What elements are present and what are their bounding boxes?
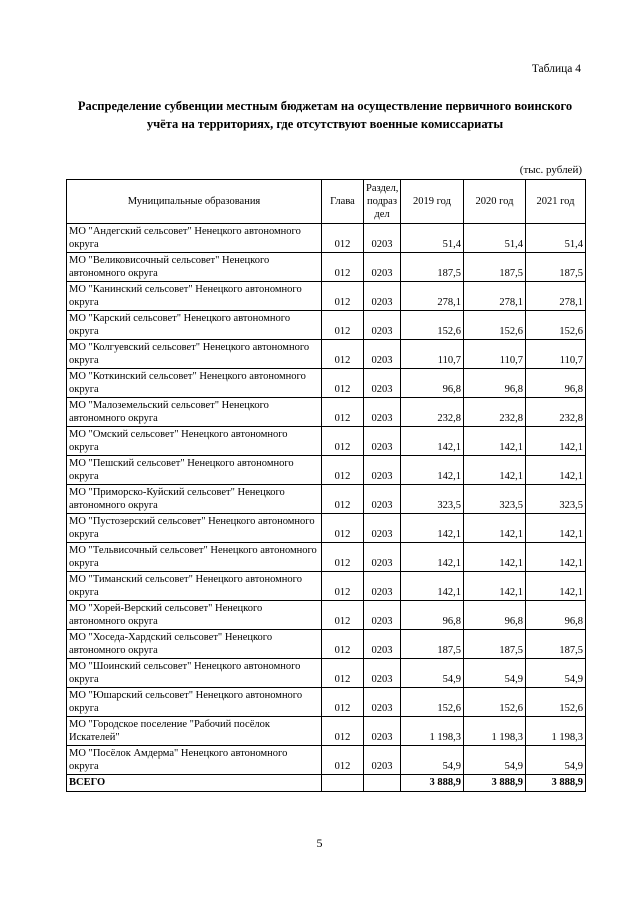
table-number-label: Таблица 4 <box>531 63 581 75</box>
cell-2019: 278,1 <box>401 282 464 311</box>
cell-2019: 142,1 <box>401 572 464 601</box>
header-2019: 2019 год <box>401 180 464 224</box>
cell-2020: 110,7 <box>464 340 526 369</box>
title-line-2: учёта на территориях, где отсутствуют военные комиссариаты <box>146 117 504 131</box>
cell-2019: 142,1 <box>401 456 464 485</box>
cell-razdel: 0203 <box>364 224 401 253</box>
cell-municipality: МО "Канинский сельсовет" Ненецкого автономного округа <box>67 282 322 311</box>
cell-razdel: 0203 <box>364 746 401 775</box>
cell-glava: 012 <box>322 717 364 746</box>
cell-2019: 187,5 <box>401 253 464 282</box>
cell-2021: 142,1 <box>526 572 586 601</box>
cell-2020: 142,1 <box>464 456 526 485</box>
cell-2020: 1 198,3 <box>464 717 526 746</box>
cell-glava: 012 <box>322 282 364 311</box>
cell-2020: 51,4 <box>464 224 526 253</box>
cell-2021: 54,9 <box>526 746 586 775</box>
cell-glava: 012 <box>322 311 364 340</box>
table-row <box>67 340 586 369</box>
subvention-table <box>66 179 586 792</box>
header-2021: 2021 год <box>526 180 586 224</box>
cell-2021: 54,9 <box>526 659 586 688</box>
table-row <box>67 746 586 775</box>
cell-2020: 278,1 <box>464 282 526 311</box>
cell-2021: 152,6 <box>526 688 586 717</box>
cell-glava: 012 <box>322 456 364 485</box>
cell-municipality: МО "Великовисочный сельсовет" Ненецкого автономного округа <box>67 253 322 282</box>
cell-razdel: 0203 <box>364 572 401 601</box>
cell-2021: 142,1 <box>526 456 586 485</box>
cell-2019: 1 198,3 <box>401 717 464 746</box>
header-razdel: Раздел, подраз дел <box>364 180 401 224</box>
cell-razdel: 0203 <box>364 688 401 717</box>
header-glava: Глава <box>322 180 364 224</box>
cell-2019: 54,9 <box>401 746 464 775</box>
cell-razdel: 0203 <box>364 630 401 659</box>
cell-municipality: МО "Малоземельский сельсовет" Ненецкого автономного округа <box>67 398 322 427</box>
table-row <box>67 630 586 659</box>
cell-razdel: 0203 <box>364 282 401 311</box>
total-2020: 3 888,9 <box>464 775 526 792</box>
cell-2019: 96,8 <box>401 369 464 398</box>
cell-2020: 187,5 <box>464 630 526 659</box>
cell-2019: 142,1 <box>401 543 464 572</box>
table-row <box>67 514 586 543</box>
cell-glava: 012 <box>322 543 364 572</box>
total-razdel <box>364 775 401 792</box>
cell-2019: 110,7 <box>401 340 464 369</box>
header-municipalities: Муниципальные образования <box>67 180 322 224</box>
table-row <box>67 369 586 398</box>
table-row <box>67 572 586 601</box>
cell-2019: 187,5 <box>401 630 464 659</box>
cell-2021: 1 198,3 <box>526 717 586 746</box>
cell-razdel: 0203 <box>364 398 401 427</box>
cell-glava: 012 <box>322 601 364 630</box>
cell-2019: 51,4 <box>401 224 464 253</box>
cell-glava: 012 <box>322 427 364 456</box>
table-row <box>67 427 586 456</box>
cell-2021: 152,6 <box>526 311 586 340</box>
page-number: 5 <box>316 836 323 850</box>
cell-municipality: МО "Хоседа-Хардский сельсовет" Ненецкого автономного округа <box>67 630 322 659</box>
cell-2019: 152,6 <box>401 311 464 340</box>
cell-glava: 012 <box>322 659 364 688</box>
cell-razdel: 0203 <box>364 485 401 514</box>
cell-municipality: МО "Омский сельсовет" Ненецкого автономного округа <box>67 427 322 456</box>
cell-2020: 142,1 <box>464 427 526 456</box>
cell-municipality: МО "Коткинский сельсовет" Ненецкого автономного округа <box>67 369 322 398</box>
table-row <box>67 601 586 630</box>
header-2020: 2020 год <box>464 180 526 224</box>
cell-municipality: МО "Пешский сельсовет" Ненецкого автономного округа <box>67 456 322 485</box>
cell-2020: 152,6 <box>464 311 526 340</box>
table-row <box>67 311 586 340</box>
cell-razdel: 0203 <box>364 311 401 340</box>
table-row <box>67 398 586 427</box>
cell-2021: 323,5 <box>526 485 586 514</box>
title-line-1: Распределение субвенции местным бюджетам на осуществление первичного воинского <box>77 99 573 113</box>
cell-glava: 012 <box>322 224 364 253</box>
cell-glava: 012 <box>322 572 364 601</box>
cell-municipality: МО "Посёлок Амдерма" Ненецкого автономного округа <box>67 746 322 775</box>
cell-glava: 012 <box>322 340 364 369</box>
total-2019: 3 888,9 <box>401 775 464 792</box>
cell-razdel: 0203 <box>364 456 401 485</box>
cell-2020: 96,8 <box>464 369 526 398</box>
cell-2020: 142,1 <box>464 572 526 601</box>
cell-municipality: МО "Тельвисочный сельсовет" Ненецкого автономного округа <box>67 543 322 572</box>
cell-2019: 152,6 <box>401 688 464 717</box>
cell-municipality: МО "Хорей-Верский сельсовет" Ненецкого автономного округа <box>67 601 322 630</box>
cell-razdel: 0203 <box>364 717 401 746</box>
cell-2021: 110,7 <box>526 340 586 369</box>
cell-2019: 54,9 <box>401 659 464 688</box>
cell-2019: 96,8 <box>401 601 464 630</box>
cell-2021: 96,8 <box>526 601 586 630</box>
cell-2021: 187,5 <box>526 630 586 659</box>
cell-municipality: МО "Тиманский сельсовет" Ненецкого автономного округа <box>67 572 322 601</box>
table-row <box>67 659 586 688</box>
cell-2021: 96,8 <box>526 369 586 398</box>
total-label: ВСЕГО <box>67 775 322 792</box>
table-row <box>67 543 586 572</box>
cell-glava: 012 <box>322 688 364 717</box>
cell-2020: 152,6 <box>464 688 526 717</box>
cell-razdel: 0203 <box>364 543 401 572</box>
cell-razdel: 0203 <box>364 340 401 369</box>
cell-razdel: 0203 <box>364 253 401 282</box>
cell-2020: 54,9 <box>464 659 526 688</box>
table-row <box>67 717 586 746</box>
cell-glava: 012 <box>322 746 364 775</box>
cell-razdel: 0203 <box>364 601 401 630</box>
cell-2021: 142,1 <box>526 514 586 543</box>
cell-glava: 012 <box>322 514 364 543</box>
cell-glava: 012 <box>322 485 364 514</box>
cell-2019: 323,5 <box>401 485 464 514</box>
cell-municipality: МО "Колгуевский сельсовет" Ненецкого автономного округа <box>67 340 322 369</box>
table-row <box>67 456 586 485</box>
cell-2020: 323,5 <box>464 485 526 514</box>
total-row <box>67 775 586 792</box>
cell-municipality: МО "Юшарский сельсовет" Ненецкого автономного округа <box>67 688 322 717</box>
cell-2020: 54,9 <box>464 746 526 775</box>
cell-2020: 187,5 <box>464 253 526 282</box>
cell-2019: 232,8 <box>401 398 464 427</box>
cell-razdel: 0203 <box>364 514 401 543</box>
cell-2021: 187,5 <box>526 253 586 282</box>
table-row <box>67 688 586 717</box>
cell-glava: 012 <box>322 398 364 427</box>
total-glava <box>322 775 364 792</box>
cell-razdel: 0203 <box>364 659 401 688</box>
cell-2021: 142,1 <box>526 427 586 456</box>
cell-razdel: 0203 <box>364 369 401 398</box>
cell-glava: 012 <box>322 369 364 398</box>
cell-municipality: МО "Пустозерский сельсовет" Ненецкого автономного округа <box>67 514 322 543</box>
cell-razdel: 0203 <box>364 427 401 456</box>
cell-2019: 142,1 <box>401 514 464 543</box>
cell-glava: 012 <box>322 630 364 659</box>
cell-2021: 142,1 <box>526 543 586 572</box>
cell-2020: 142,1 <box>464 543 526 572</box>
cell-2021: 51,4 <box>526 224 586 253</box>
cell-municipality: МО "Шоинский сельсовет" Ненецкого автономного округа <box>67 659 322 688</box>
cell-glava: 012 <box>322 253 364 282</box>
cell-2020: 142,1 <box>464 514 526 543</box>
cell-municipality: МО "Приморско-Куйский сельсовет" Ненецкого автономного округа <box>67 485 322 514</box>
table-row <box>67 282 586 311</box>
document-title <box>60 97 590 133</box>
header-row <box>67 180 586 224</box>
cell-municipality: МО "Андегский сельсовет" Ненецкого автономного округа <box>67 224 322 253</box>
cell-2020: 96,8 <box>464 601 526 630</box>
cell-2020: 232,8 <box>464 398 526 427</box>
table-row <box>67 253 586 282</box>
cell-2019: 142,1 <box>401 427 464 456</box>
table-row <box>67 485 586 514</box>
cell-2021: 278,1 <box>526 282 586 311</box>
cell-municipality: МО "Карский сельсовет" Ненецкого автономного округа <box>67 311 322 340</box>
table-row <box>67 224 586 253</box>
cell-2021: 232,8 <box>526 398 586 427</box>
total-2021: 3 888,9 <box>526 775 586 792</box>
cell-municipality: МО "Городское поселение "Рабочий посёлок Искателей" <box>67 717 322 746</box>
units-label: (тыс. рублей) <box>519 164 582 176</box>
